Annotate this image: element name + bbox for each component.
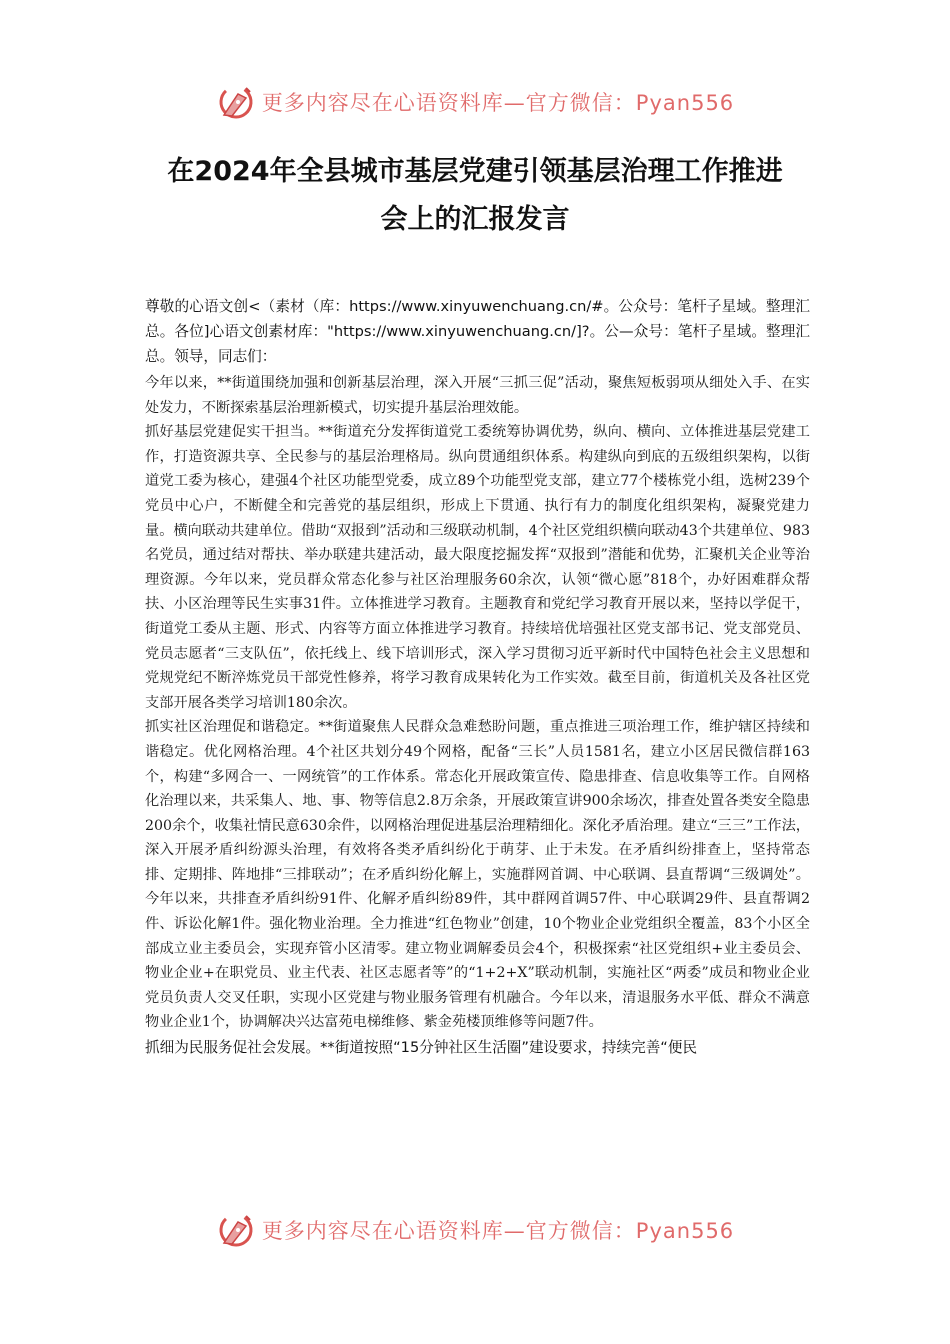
header-banner (0, 80, 950, 124)
pen-nib-logo-icon (216, 82, 256, 122)
title-line-1: 在2024年全县城市基层党建引领基层治理工作推进 (167, 156, 783, 187)
salutation: 尊敬的心语文创<（素材（库：https://www.xinyuwenchuang.cn/#。公众号：笔杆子星域。整理汇总。各位]心语文创素材库："https://www.xinyuwenchuang.cn/]?。公—众号：笔杆子星域。整理汇总。领导，同志们： (145, 298, 810, 365)
footer-banner (0, 1208, 950, 1252)
banner-text: 更多内容尽在心语资料库—官方微信：Pyan556 (261, 91, 735, 115)
page-title (100, 148, 850, 244)
title-line-2: 会上的汇报发言 (380, 204, 570, 235)
paragraph-party-building: 抓好基层党建促实干担当。**街道充分发挥街道党工委统筹协调优势，纵向、横向、立体推进基层党建工作，打造资源共享、全民参与的基层治理格局。纵向贯通组织体系。构建纵向到底的五级组织架构，以街道党工委为核心，建强4个社区功能型党委，成立89个功能型党支部，建立77个楼栋党小组，选树239个党员中心户，不断健全和完善党的基层组织，形成上下贯通、执行有力的制度化组织架构，凝聚党建力量。横向联动共建单位。借助“双报到”活动和三级联动机制，4个社区党组织横向联动43个共建单位、983名党员，通过结对帮扶、举办联建共建活动，最大限度挖掘发挥“双报到”潜能和优势，汇聚机关企业等治理资源。今年以来，党员群众常态化参与社区治理服务60余次，认领“微心愿”818个，办好困难群众帮扶、小区治理等民生实事31件。立体推进学习教育。主题教育和党纪学习教育开展以来，坚持以学促干，街道党工委从主题、形式、内容等方面立体推进学习教育。持续培优培强社区党支部书记、党支部党员、党员志愿者“三支队伍”，依托线上、线下培训形式，深入学习贯彻习近平新时代中国特色社会主义思想和党规党纪不断淬炼党员干部党性修养，将学习教育成果转化为工作实效。截至目前，街道机关及各社区党支部开展各类学习培训180余次。 (145, 424, 810, 711)
pen-nib-logo-icon (216, 1210, 256, 1250)
document-body (145, 294, 810, 1060)
paragraph-public-service: 抓细为民服务促社会发展。**街道按照“15分钟社区生活圈”建设要求，持续完善“便民 (145, 1039, 698, 1057)
paragraph-intro: 今年以来，**街道围绕加强和创新基层治理，深入开展“三抓三促”活动，聚焦短板弱项从细处入手、在实处发力，不断探索基层治理新模式，切实提升基层治理效能。 (145, 375, 810, 416)
paragraph-community-governance: 抓实社区治理促和谐稳定。**街道聚焦人民群众急难愁盼问题，重点推进三项治理工作，维护辖区持续和谐稳定。优化网格治理。4个社区共划分49个网格，配备“三长”人员1581名，建立小区居民微信群163个，构建“多网合一、一网统管”的工作体系。常态化开展政策宣传、隐患排查、信息收集等工作。自网格化治理以来，共采集人、地、事、物等信息2.8万余条，开展政策宣讲900余场次，排查处置各类安全隐患200余个，收集社情民意630余件，以网格治理促进基层治理精细化。深化矛盾治理。建立“三三”工作法，深入开展矛盾纠纷源头治理，有效将各类矛盾纠纷化于萌芽、止于未发。在矛盾纠纷排查上，坚持常态排、定期排、阵地排“三排联动”；在矛盾纠纷化解上，实施群网首调、中心联调、县直帮调“三级调处”。今年以来，共排查矛盾纠纷91件、化解矛盾纠纷89件，其中群网首调57件、中心联调29件、县直帮调2件、诉讼化解1件。强化物业治理。全力推进“红色物业”创建，10个物业企业党组织全覆盖，83个小区全部成立业主委员会，实现弃管小区清零。建立物业调解委员会4个，积极探索“社区党组织+业主委员会、物业企业+在职党员、业主代表、社区志愿者等”的“1+2+X”联动机制，实施社区“两委”成员和物业企业党员负责人交叉任职，实现小区党建与物业服务管理有机融合。今年以来，清退服务水平低、群众不满意物业企业1个，协调解决兴达富苑电梯维修、紫金苑楼顶维修等问题7件。 (145, 719, 810, 1031)
banner-text: 更多内容尽在心语资料库—官方微信：Pyan556 (261, 1219, 735, 1243)
